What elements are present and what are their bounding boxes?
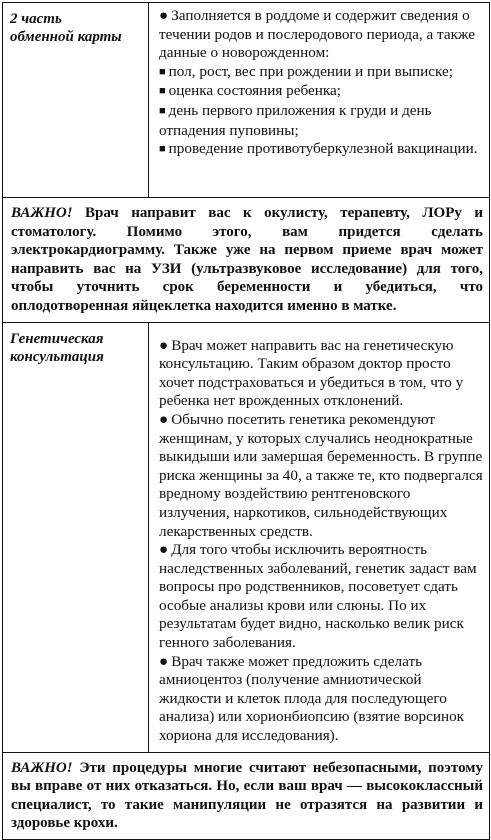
table-row bbox=[3, 752, 490, 839]
row-label bbox=[3, 3, 149, 198]
item-text: оценка состояния ребенка; bbox=[168, 82, 341, 100]
list-item bbox=[159, 7, 483, 63]
list-item bbox=[159, 411, 483, 541]
item-text: Для того чтобы исключить вероятность наследственных заболеваний, генетик задаст вам вопросы про родственников, посоветует сдать особые анализы крови или слюны. По их результатам будет видно, насколько велик риск генного заболевания. bbox=[159, 541, 477, 652]
list-item bbox=[159, 82, 483, 102]
square-bullet-icon: ■ bbox=[159, 85, 166, 98]
bullet-icon: ● bbox=[159, 410, 169, 428]
row-label-line: обменной карты bbox=[10, 29, 122, 45]
bullet-icon: ● bbox=[159, 541, 169, 559]
item-text: Врач может направить вас на генетическую консультацию. Таким образом доктор просто хочет подстраховаться и убедиться в том, что у ребенка нет врожденных отклонений. bbox=[159, 336, 464, 410]
square-bullet-icon: ■ bbox=[159, 143, 166, 156]
list-item bbox=[159, 653, 483, 746]
row-label-line: консультация bbox=[10, 348, 104, 365]
important-label: ВАЖНО! bbox=[11, 205, 73, 221]
item-text: Обычно посетить генетика рекомендуют женщинам, у которых случались неоднократные выкидыши или замершая беременность. В группе риска женщины за 40, а также те, кто подвергался вредному воздействию рентгеновского излучения, наркотиков, сильнодействующих лекарственных средств. bbox=[159, 410, 483, 540]
list-item bbox=[159, 541, 483, 653]
item-text: пол, рост, вес при рождении и при выписке; bbox=[168, 62, 453, 80]
item-text: день первого приложения к груди и день отпадения пуповины; bbox=[159, 101, 432, 139]
bullet-icon: ● bbox=[159, 652, 169, 670]
row-label-line: 2 часть bbox=[10, 11, 62, 27]
square-bullet-icon: ■ bbox=[159, 65, 166, 78]
important-text: Врач направит вас к окулисту, терапевту, ЛОРу и стоматологу. Помимо этого, вам придется сделать электрокардиограмму. Также уже на первом приеме врач может направить вас на УЗИ (ультразвуковое исследование) для того, чтобы уточнить срок беременности и убедиться, что оплодотворенная яйцеклетка находится именно в матке. bbox=[11, 205, 483, 314]
info-table bbox=[2, 2, 490, 840]
item-text: Врач также может предложить сделать амниоцентоз (получение амниотической жидкости и клеток плода для последующего анализа) или хорионбиопсию (взятие ворсинок хориона для исследования). bbox=[159, 652, 465, 745]
square-bullet-icon: ■ bbox=[159, 104, 166, 117]
item-text: проведение противотуберкулезной вакцинации. bbox=[168, 140, 478, 158]
row-content bbox=[149, 322, 490, 752]
important-note bbox=[3, 198, 490, 323]
bullet-icon: ● bbox=[159, 7, 169, 24]
list-item bbox=[159, 102, 483, 140]
table-row bbox=[3, 322, 490, 752]
row-content bbox=[149, 3, 490, 198]
table-row bbox=[3, 3, 490, 198]
bullet-icon: ● bbox=[159, 336, 169, 354]
row-label bbox=[3, 322, 149, 752]
list-item bbox=[159, 63, 483, 83]
table-row bbox=[3, 198, 490, 323]
list-item bbox=[159, 337, 483, 411]
row-label-line: Генетическая bbox=[10, 330, 104, 347]
important-text: Эти процедуры многие считают небезопасными, поэтому вы вправе от них отказаться. Но, если ваш врач — высококлассный специалист, то такие манипуляции не отразятся на развитии и здоровье крохи. bbox=[11, 759, 484, 832]
important-note bbox=[3, 752, 490, 839]
list-item bbox=[159, 140, 483, 160]
important-label: ВАЖНО! bbox=[11, 759, 73, 776]
item-text: Заполняется в роддоме и содержит сведения о течении родов и послеродового периода, а также данные о новорожденном: bbox=[159, 7, 475, 62]
